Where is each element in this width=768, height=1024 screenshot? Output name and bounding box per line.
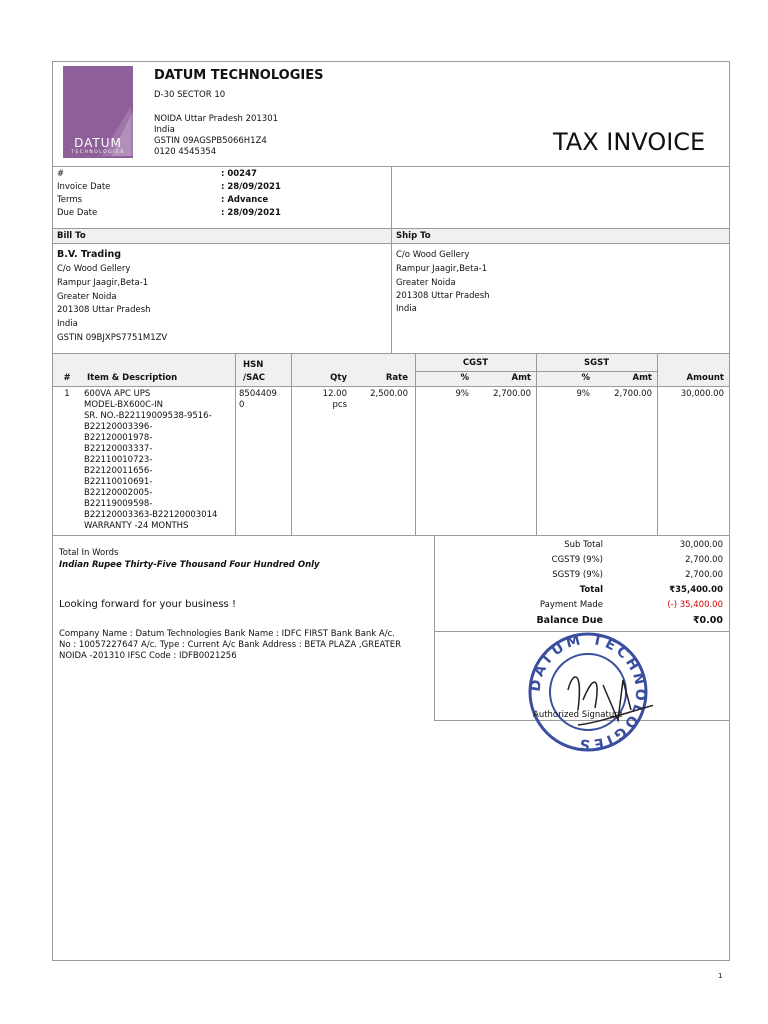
item-unit: pcs — [332, 400, 347, 410]
item-description-line: B22120002005- — [84, 488, 153, 498]
item-sgst-pct: 9% — [576, 389, 590, 399]
item-hsn-cont: 0 — [239, 400, 245, 410]
meta-number-value: : 00247 — [221, 169, 257, 179]
item-qty: 12.00 — [322, 389, 347, 399]
total-value: ₹35,400.00 — [669, 585, 723, 595]
company-phone: 0120 4545354 — [154, 147, 217, 157]
item-description-line: SR. NO.-B22119009538-9516- — [84, 411, 212, 421]
cgst-value: 2,700.00 — [685, 555, 723, 565]
item-description-line: B22119009598- — [84, 499, 153, 509]
authorized-signature: Authorized Signature — [533, 710, 623, 720]
company-gstin: GSTIN 09AGSPB5066H1Z4 — [154, 136, 267, 146]
balance-due-value: ₹0.00 — [692, 615, 723, 626]
svg-text:DATUM TECHNOLOGIES — [528, 632, 649, 753]
meta-due-value: : 28/09/2021 — [221, 208, 281, 218]
bill-to-heading: Bill To — [57, 231, 86, 241]
row-number: 1 — [64, 389, 70, 399]
col-qty: Qty — [330, 373, 347, 383]
col-number: # — [63, 373, 71, 383]
company-country: India — [154, 125, 175, 135]
item-description-line: B22110010723- — [84, 455, 153, 465]
item-rate: 2,500.00 — [370, 389, 408, 399]
ship-to-heading: Ship To — [396, 231, 431, 241]
item-description-line: B22120001978- — [84, 433, 153, 443]
item-description-line: B22120003363-B22120003014 — [84, 510, 218, 520]
col-cgst-amt: Amt — [511, 373, 531, 383]
bill-to-line: India — [57, 319, 78, 329]
company-name: DATUM TECHNOLOGIES — [154, 68, 324, 83]
cgst-label: CGST9 (9%) — [551, 555, 603, 565]
col-rate: Rate — [385, 373, 408, 383]
col-cgst-pct: % — [460, 373, 469, 383]
ship-to-line: Rampur Jaagir,Beta-1 — [396, 264, 488, 274]
item-description-line: B22110010691- — [84, 477, 153, 487]
payment-made-label: Payment Made — [539, 600, 603, 610]
meta-terms-label: Terms — [57, 195, 83, 205]
total-in-words-value: Indian Rupee Thirty-Five Thousand Four Hundred Only — [59, 560, 320, 570]
item-description-line: 600VA APC UPS — [84, 389, 151, 399]
item-sgst-amt: 2,700.00 — [614, 389, 652, 399]
bill-to-name: B.V. Trading — [57, 249, 122, 260]
col-sgst-amt: Amt — [632, 373, 652, 383]
meta-number-label: # — [57, 169, 65, 179]
meta-date-label: Invoice Date — [57, 182, 111, 192]
col-hsn: HSN — [243, 360, 264, 370]
item-cgst-amt: 2,700.00 — [493, 389, 531, 399]
item-cgst-pct: 9% — [455, 389, 469, 399]
company-logo: DATUM TECHNOLOGIES — [63, 66, 133, 158]
sgst-value: 2,700.00 — [685, 570, 723, 580]
payment-made-value: (-) 35,400.00 — [667, 600, 723, 610]
bill-to-line: Greater Noida — [57, 292, 117, 302]
stamp-text: DATUM TECHNOLOGIES — [527, 631, 649, 753]
item-description-line: B22120003396- — [84, 422, 153, 432]
col-sac: /SAC — [243, 373, 266, 383]
item-hsn: 8504409 — [239, 389, 277, 399]
col-cgst: CGST — [462, 358, 489, 368]
ship-to-line: 201308 Uttar Pradesh — [396, 291, 490, 301]
col-amount: Amount — [686, 373, 724, 383]
total-in-words-label: Total In Words — [59, 548, 119, 558]
bill-to-line: Rampur Jaagir,Beta-1 — [57, 278, 149, 288]
ship-to-line: C/o Wood Gellery — [396, 250, 470, 260]
meta-terms-value: : Advance — [221, 195, 269, 205]
col-sgst-pct: % — [581, 373, 590, 383]
ship-to-line: Greater Noida — [396, 278, 456, 288]
invoice-page — [52, 61, 730, 961]
item-description-line: B22120011656- — [84, 466, 153, 476]
bill-to-gstin: GSTIN 09BJXPS7751M1ZV — [57, 333, 168, 343]
col-sgst: SGST — [583, 358, 610, 368]
balance-due-label: Balance Due — [536, 615, 603, 626]
document-title: TAX INVOICE — [553, 128, 706, 156]
meta-due-label: Due Date — [57, 208, 98, 218]
bill-to-line: C/o Wood Gellery — [57, 264, 131, 274]
bank-details: Company Name : Datum Technologies Bank Name : IDFC FIRST Bank Bank A/c. No : 10057227647 A/c. Type : Current A/c Bank Address : BETA PLAZA ,GREATER NOIDA -201310 IFSC Code : IDFB0021256 — [59, 629, 402, 661]
item-description-line: MODEL-BX600C-IN — [84, 400, 164, 410]
item-description-line: B22120003337- — [84, 444, 153, 454]
company-stamp — [523, 630, 653, 755]
subtotal-value: 30,000.00 — [679, 540, 723, 550]
page-number: 1 — [718, 972, 723, 980]
company-address2: NOIDA Uttar Pradesh 201301 — [154, 114, 279, 124]
subtotal-label: Sub Total — [564, 540, 603, 550]
sgst-label: SGST9 (9%) — [552, 570, 603, 580]
item-description — [84, 389, 234, 532]
item-description-line: WARRANTY -24 MONTHS — [84, 521, 189, 531]
company-address1: D-30 SECTOR 10 — [154, 90, 226, 100]
item-amount: 30,000.00 — [680, 389, 724, 399]
bill-to-line: 201308 Uttar Pradesh — [57, 305, 151, 315]
meta-date-value: : 28/09/2021 — [221, 182, 281, 192]
notes: Looking forward for your business ! — [59, 599, 236, 610]
col-item: Item & Description — [87, 373, 178, 383]
ship-to-line: India — [396, 304, 417, 314]
total-label: Total — [579, 585, 603, 595]
